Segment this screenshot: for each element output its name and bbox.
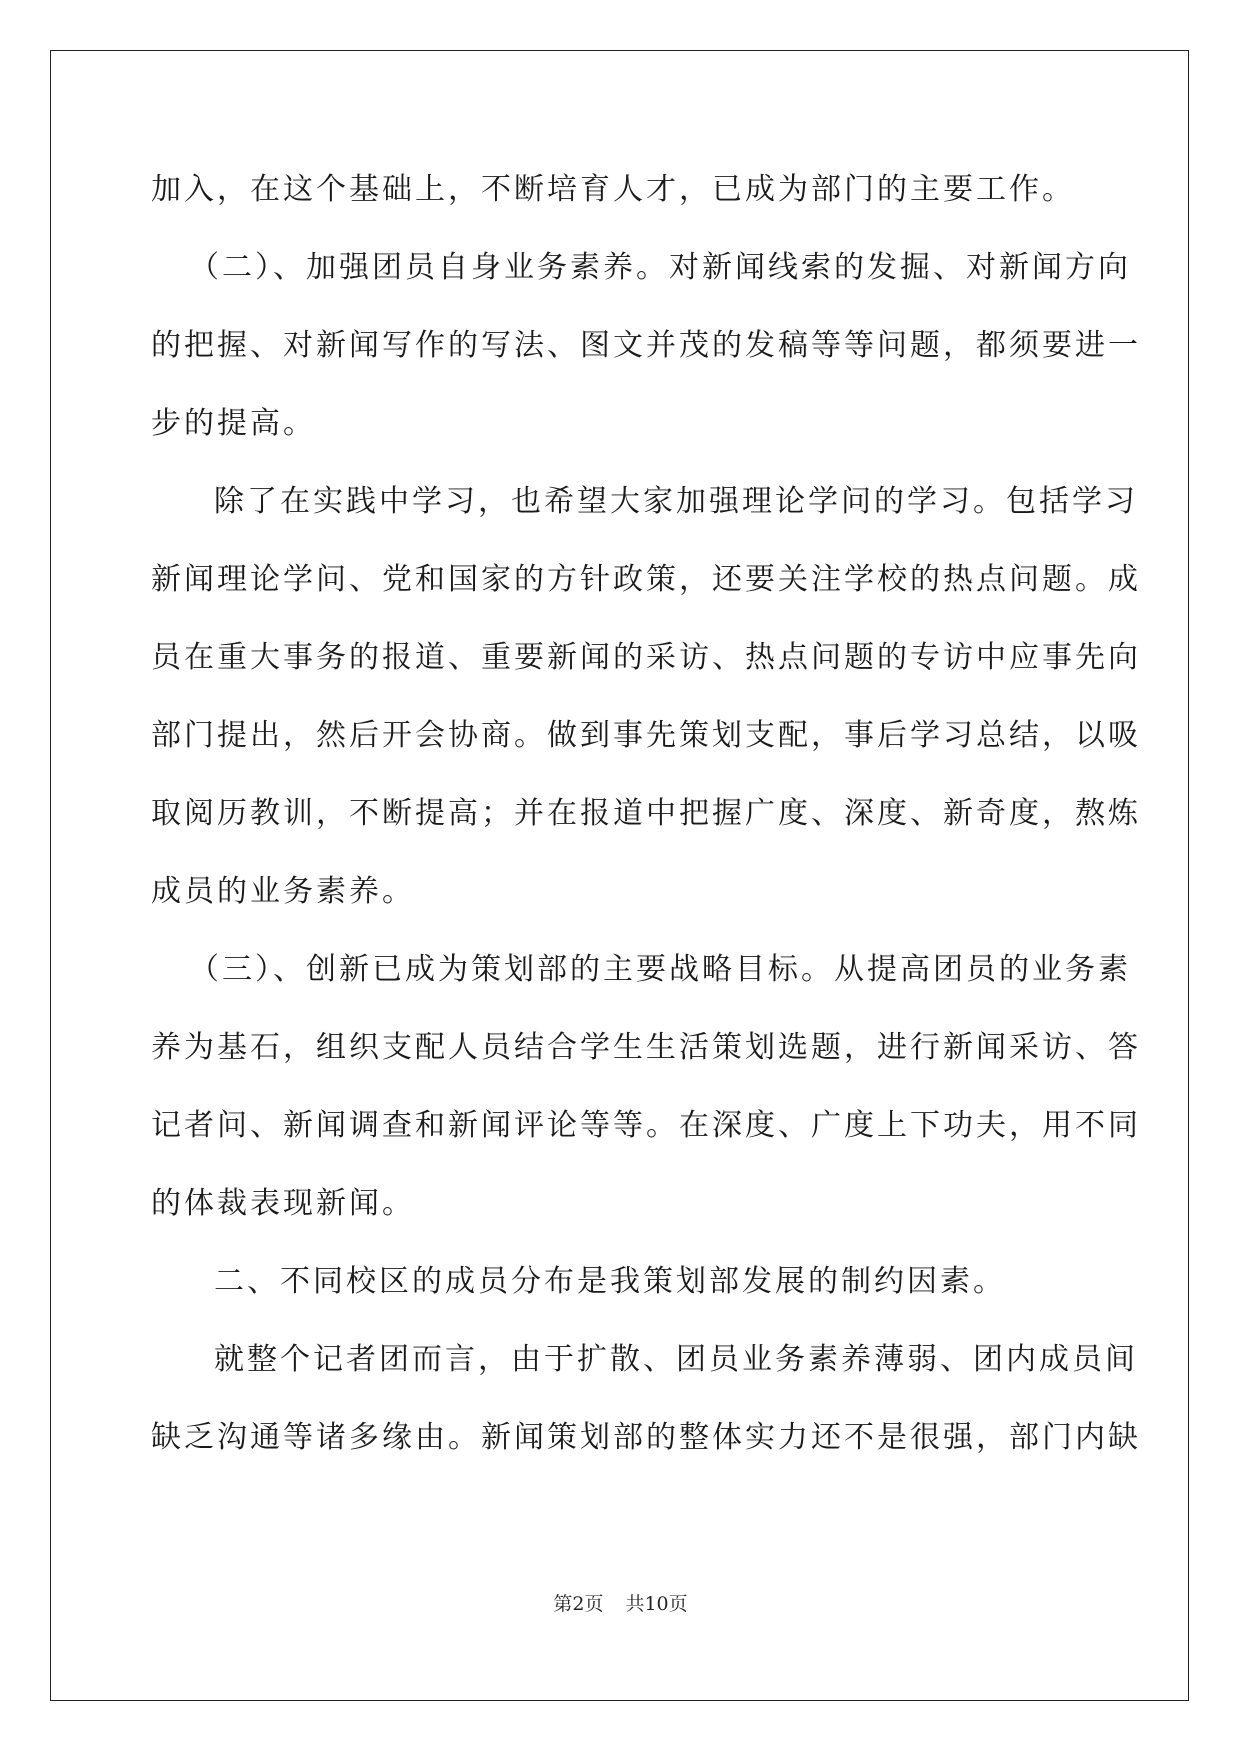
- text-line: 就整个记者团而言，由于扩散、团员业务素养薄弱、团内成员间: [214, 1342, 1138, 1377]
- text-line: 二、不同校区的成员分布是我策划部发展的制约因素。: [214, 1264, 1006, 1299]
- page-footer: [0, 1591, 1241, 1617]
- text-line: 的体裁表现新闻。: [151, 1186, 415, 1221]
- page-total: 共10页: [625, 1593, 688, 1615]
- text-line: 除了在实践中学习，也希望大家加强理论学问的学习。包括学习: [214, 484, 1138, 519]
- text-line: 的把握、对新闻写作的写法、图文并茂的发稿等等问题，都须要进一: [151, 328, 1141, 363]
- text-line: 部门提出，然后开会协商。做到事先策划支配，事后学习总结，以吸: [151, 718, 1141, 753]
- text-line: 新闻理论学问、党和国家的方针政策，还要关注学校的热点问题。成: [151, 562, 1141, 597]
- text-line: （三）、创新已成为策划部的主要战略目标。从提高团员的业务素: [189, 952, 1131, 987]
- text-line: 缺乏沟通等诸多缘由。新闻策划部的整体实力还不是很强，部门内缺: [151, 1420, 1141, 1455]
- page-number: 第2页: [553, 1593, 604, 1615]
- text-line: 成员的业务素养。: [151, 874, 415, 909]
- text-line: 步的提高。: [151, 406, 316, 441]
- text-line: （二）、加强团员自身业务素养。对新闻线索的发掘、对新闻方向: [189, 250, 1131, 285]
- text-line: 员在重大事务的报道、重要新闻的采访、热点问题的专访中应事先向: [151, 640, 1141, 675]
- text-line: 取阅历教训，不断提高；并在报道中把握广度、深度、新奇度，熬炼: [151, 796, 1141, 831]
- text-line: 加入，在这个基础上，不断培育人才，已成为部门的主要工作。: [151, 172, 1075, 207]
- text-line: 养为基石，组织支配人员结合学生生活策划选题，进行新闻采访、答: [151, 1030, 1141, 1065]
- text-line: 记者问、新闻调查和新闻评论等等。在深度、广度上下功夫，用不同: [151, 1108, 1141, 1143]
